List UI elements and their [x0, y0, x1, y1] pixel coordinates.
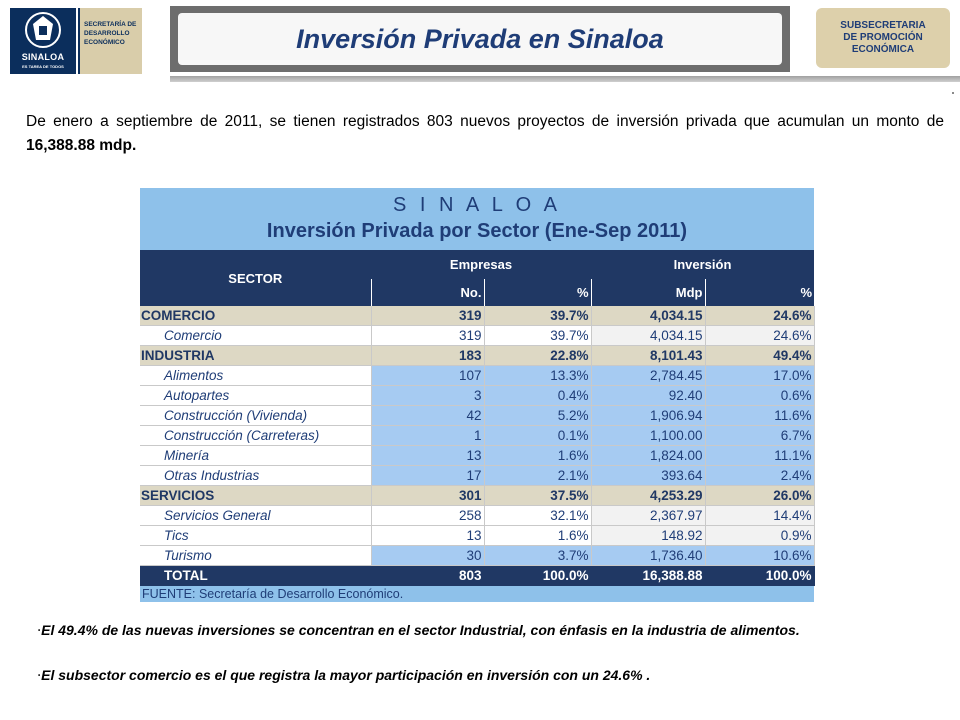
- header-inversion: Inversión: [591, 250, 814, 279]
- table-row: [140, 306, 814, 326]
- row-no: 803: [371, 566, 484, 586]
- row-pct-inversion: 24.6%: [705, 306, 814, 326]
- row-pct-inversion: 10.6%: [705, 546, 814, 566]
- row-pct-empresas: 39.7%: [484, 306, 591, 326]
- row-no: 319: [371, 306, 484, 326]
- row-pct-inversion: 0.9%: [705, 526, 814, 546]
- investment-table: [140, 188, 814, 602]
- row-name: Servicios General: [140, 506, 371, 526]
- row-mdp: 8,101.43: [591, 346, 705, 366]
- table-row: [140, 326, 814, 346]
- table-row: [140, 446, 814, 466]
- header-sector: SECTOR: [140, 250, 371, 306]
- table-row: [140, 426, 814, 446]
- row-no: 183: [371, 346, 484, 366]
- row-pct-empresas: 0.4%: [484, 386, 591, 406]
- intro-amount: 16,388.88 mdp.: [26, 137, 137, 154]
- table-row: [140, 366, 814, 386]
- row-no: 42: [371, 406, 484, 426]
- row-name: Construcción (Vivienda): [140, 406, 371, 426]
- row-pct-empresas: 2.1%: [484, 466, 591, 486]
- row-pct-empresas: 0.1%: [484, 426, 591, 446]
- table-title-block: [140, 188, 814, 250]
- row-name: INDUSTRIA: [140, 346, 371, 366]
- table-source: FUENTE: Secretaría de Desarrollo Económico.: [140, 586, 814, 603]
- row-mdp: 1,824.00: [591, 446, 705, 466]
- row-pct-inversion: 26.0%: [705, 486, 814, 506]
- header-mdp: Mdp: [591, 279, 705, 306]
- row-mdp: 1,906.94: [591, 406, 705, 426]
- row-mdp: 2,784.45: [591, 366, 705, 386]
- subsecretaria-badge: [816, 8, 950, 68]
- row-pct-inversion: 17.0%: [705, 366, 814, 386]
- row-mdp: 148.92: [591, 526, 705, 546]
- table-row: [140, 386, 814, 406]
- row-pct-inversion: 49.4%: [705, 346, 814, 366]
- page-title: Inversión Privada en Sinaloa: [296, 23, 664, 54]
- row-mdp: 16,388.88: [591, 566, 705, 586]
- badge-text: SUBSECRETARIA DE PROMOCIÓN ECONÓMICA: [840, 20, 926, 55]
- row-name: Tics: [140, 526, 371, 546]
- decorative-dot: [952, 92, 954, 94]
- intro-text: De enero a septiembre de 2011, se tienen registrados 803 nuevos proyectos de inversión privada que acumulan un monto de: [26, 113, 944, 130]
- note-item: [38, 667, 938, 683]
- header-empresas: Empresas: [371, 250, 591, 279]
- logo-motto: ES TAREA DE TODOS: [22, 64, 64, 69]
- row-pct-inversion: 24.6%: [705, 326, 814, 346]
- row-pct-inversion: 2.4%: [705, 466, 814, 486]
- row-no: 1: [371, 426, 484, 446]
- row-pct-inversion: 100.0%: [705, 566, 814, 586]
- row-mdp: 2,367.97: [591, 506, 705, 526]
- header-pct-empresas: %: [484, 279, 591, 306]
- row-no: 258: [371, 506, 484, 526]
- row-pct-empresas: 39.7%: [484, 326, 591, 346]
- note-item: [38, 622, 938, 638]
- row-pct-empresas: 1.6%: [484, 446, 591, 466]
- row-name: Turismo: [140, 546, 371, 566]
- row-name: Autopartes: [140, 386, 371, 406]
- header-rule: [170, 76, 960, 82]
- bullet-icon: •: [38, 628, 41, 635]
- source-row: [140, 586, 814, 603]
- row-no: 319: [371, 326, 484, 346]
- row-no: 3: [371, 386, 484, 406]
- row-no: 30: [371, 546, 484, 566]
- row-pct-empresas: 32.1%: [484, 506, 591, 526]
- row-mdp: 1,100.00: [591, 426, 705, 446]
- row-pct-empresas: 5.2%: [484, 406, 591, 426]
- bullet-icon: •: [38, 673, 41, 680]
- row-mdp: 92.40: [591, 386, 705, 406]
- note-text: El 49.4% de las nuevas inversiones se concentran en el sector Industrial, con énfasis en la industria de alimentos.: [41, 622, 800, 638]
- row-no: 17: [371, 466, 484, 486]
- logo-side-panel: [78, 8, 142, 74]
- row-name: Comercio: [140, 326, 371, 346]
- header-no: No.: [371, 279, 484, 306]
- logo-name: SINALOA: [21, 52, 65, 62]
- row-no: 107: [371, 366, 484, 386]
- title-panel: [178, 13, 782, 65]
- row-pct-empresas: 37.5%: [484, 486, 591, 506]
- table-row: [140, 346, 814, 366]
- row-pct-empresas: 3.7%: [484, 546, 591, 566]
- row-mdp: 4,253.29: [591, 486, 705, 506]
- row-mdp: 393.64: [591, 466, 705, 486]
- row-pct-inversion: 6.7%: [705, 426, 814, 446]
- row-pct-empresas: 1.6%: [484, 526, 591, 546]
- intro-paragraph: [26, 110, 944, 158]
- table-title-state: S I N A L O A: [393, 194, 561, 216]
- row-pct-empresas: 100.0%: [484, 566, 591, 586]
- row-name: Otras Industrias: [140, 466, 371, 486]
- row-name: SERVICIOS: [140, 486, 371, 506]
- row-name: Alimentos: [140, 366, 371, 386]
- row-name: COMERCIO: [140, 306, 371, 326]
- row-pct-inversion: 14.4%: [705, 506, 814, 526]
- row-no: 13: [371, 526, 484, 546]
- header-pct-inversion: %: [705, 279, 814, 306]
- row-pct-inversion: 11.6%: [705, 406, 814, 426]
- row-mdp: 1,736.40: [591, 546, 705, 566]
- table-row: [140, 406, 814, 426]
- seal-icon: [23, 10, 63, 50]
- row-no: 301: [371, 486, 484, 506]
- row-no: 13: [371, 446, 484, 466]
- table-row: [140, 526, 814, 546]
- row-pct-empresas: 22.8%: [484, 346, 591, 366]
- row-name: Minería: [140, 446, 371, 466]
- title-bar: [170, 6, 790, 72]
- row-mdp: 4,034.15: [591, 326, 705, 346]
- state-seal: [10, 8, 76, 74]
- table-row: [140, 546, 814, 566]
- total-row: [140, 566, 814, 586]
- table-row: [140, 506, 814, 526]
- row-pct-inversion: 0.6%: [705, 386, 814, 406]
- table-row: [140, 466, 814, 486]
- row-name: Construcción (Carreteras): [140, 426, 371, 446]
- secretaria-label: SECRETARÍA DE DESARROLLO ECONÓMICO: [84, 21, 137, 46]
- row-pct-empresas: 13.3%: [484, 366, 591, 386]
- row-pct-inversion: 11.1%: [705, 446, 814, 466]
- sinaloa-logo: [6, 6, 142, 74]
- row-name: TOTAL: [140, 566, 371, 586]
- table-title: Inversión Privada por Sector (Ene-Sep 2011): [266, 220, 688, 242]
- note-text: El subsector comercio es el que registra la mayor participación en inversión con un 24.6% .: [41, 667, 651, 683]
- data-table: [140, 250, 815, 602]
- row-mdp: 4,034.15: [591, 306, 705, 326]
- table-row: [140, 486, 814, 506]
